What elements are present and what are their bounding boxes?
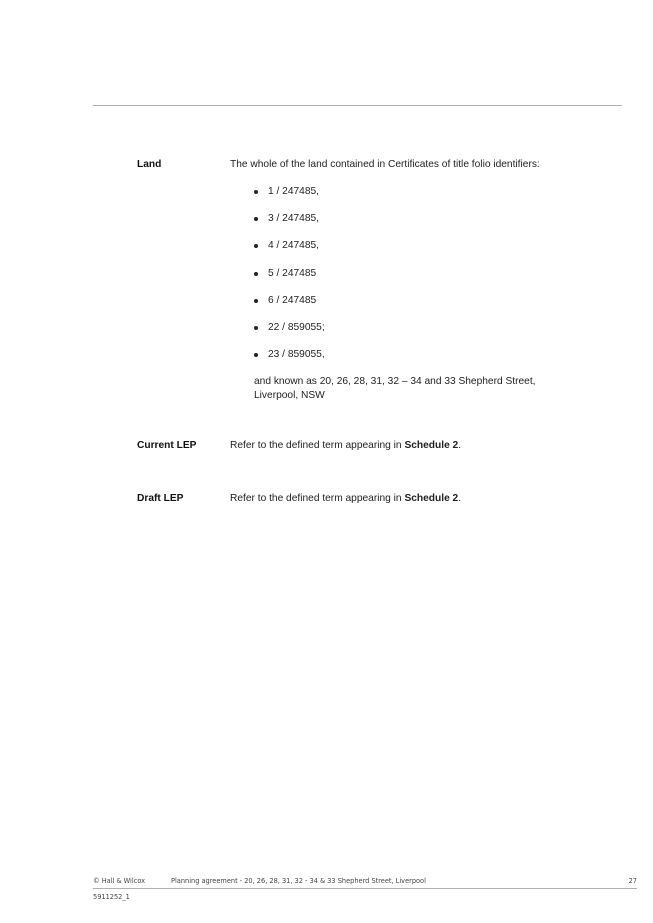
footer-document-title: Planning agreement - 20, 26, 28, 31, 32 - 34 & 33 Shepherd Street, Liverpool <box>171 877 426 885</box>
folio-identifier: 23 / 859055, <box>268 349 325 361</box>
footer-firm: © Hall & Wilcox <box>93 877 146 885</box>
definition-term: Draft LEP <box>137 493 184 504</box>
list-item <box>254 267 577 294</box>
bullet-icon <box>254 299 258 303</box>
folio-identifier: 6 / 247485 <box>268 294 317 306</box>
bullet-icon <box>254 244 258 248</box>
folio-identifier: 5 / 247485 <box>268 267 317 279</box>
header-rule <box>93 105 622 106</box>
list-item <box>254 294 577 321</box>
folio-identifier: 3 / 247485, <box>268 213 319 225</box>
list-item <box>254 212 577 239</box>
definition-term: Current LEP <box>137 440 197 451</box>
schedule-reference: Schedule 2 <box>404 493 459 504</box>
definition-punctuation: . <box>458 493 462 504</box>
footer-rule <box>93 888 637 889</box>
list-item <box>254 185 577 212</box>
page-number: 27 <box>628 877 637 885</box>
definition-land <box>137 158 577 403</box>
bullet-icon <box>254 217 258 221</box>
footer-doc-ref: 5911252_1 <box>93 893 130 901</box>
bullet-icon <box>254 353 258 357</box>
definition-punctuation: . <box>458 440 462 451</box>
folio-identifier: 1 / 247485, <box>268 186 319 197</box>
bullet-icon <box>254 326 258 330</box>
definition-intro: The whole of the land contained in Certificates of title folio identifiers: <box>230 159 540 170</box>
definition-body <box>230 158 577 403</box>
known-as-address: and known as 20, 26, 28, 31, 32 – 34 and 33 Shepherd Street, Liverpool, NSW <box>254 376 536 402</box>
list-item <box>254 348 577 375</box>
definition-text: Refer to the defined term appearing in <box>230 440 405 451</box>
folio-identifier: 4 / 247485, <box>268 240 319 252</box>
schedule-reference: Schedule 2 <box>404 440 459 451</box>
definition-body <box>230 492 577 506</box>
definition-current-lep <box>137 439 577 453</box>
list-item <box>254 321 577 348</box>
folio-identifier: 22 / 859055; <box>268 321 325 333</box>
definition-body <box>230 439 577 453</box>
list-item <box>254 239 577 266</box>
definition-draft-lep <box>137 492 577 506</box>
folio-list <box>230 185 577 375</box>
page-footer <box>93 877 637 887</box>
definition-text: Refer to the defined term appearing in <box>230 493 405 504</box>
definition-term: Land <box>137 159 162 170</box>
bullet-icon <box>254 272 258 276</box>
bullet-icon <box>254 190 258 194</box>
